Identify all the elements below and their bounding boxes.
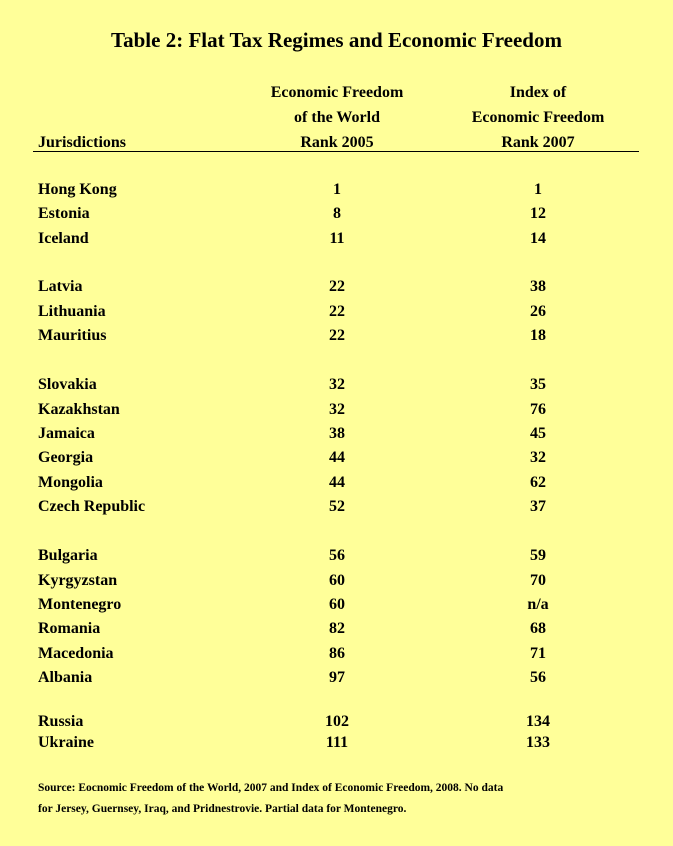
ief-rank-value: 133 (526, 734, 550, 751)
ief-rank-value: 14 (530, 230, 546, 247)
ief-rank-value: 76 (530, 401, 546, 418)
efw-rank-value: 97 (329, 669, 345, 686)
efw-rank-value: 32 (329, 376, 345, 393)
table-row (0, 373, 673, 397)
jurisdiction-name: Jamaica (38, 425, 95, 442)
efw-rank-value: 60 (329, 596, 345, 613)
header-jurisdictions: Jurisdictions (38, 134, 127, 151)
efw-rank-value: 8 (333, 205, 341, 222)
jurisdiction-name: Latvia (38, 278, 83, 295)
table-row (0, 227, 673, 251)
ief-rank-value: 26 (530, 303, 546, 320)
jurisdiction-name: Lithuania (38, 303, 106, 320)
table-row (0, 446, 673, 470)
table-row (0, 642, 673, 666)
ief-rank-value: 32 (530, 449, 546, 466)
ief-rank-value: 18 (530, 327, 546, 344)
jurisdiction-name: Montenegro (38, 596, 122, 613)
jurisdiction-name: Kyrgyzstan (38, 572, 118, 589)
efw-rank-value: 22 (329, 327, 345, 344)
jurisdiction-name: Romania (38, 620, 101, 637)
efw-rank-value: 22 (329, 303, 345, 320)
table-row (0, 471, 673, 495)
efw-rank-value: 82 (329, 620, 345, 637)
jurisdiction-name: Iceland (38, 230, 89, 247)
source-note (38, 778, 648, 820)
ief-rank-value: 37 (530, 498, 546, 515)
ief-rank-value: n/a (527, 596, 549, 613)
jurisdiction-name: Hong Kong (38, 181, 117, 198)
table-row (0, 617, 673, 641)
jurisdiction-name: Georgia (38, 449, 94, 466)
ief-rank-value: 38 (530, 278, 546, 295)
header-efw-line3: Rank 2005 (300, 134, 374, 151)
table-row (0, 300, 673, 324)
jurisdiction-name: Bulgaria (38, 547, 98, 564)
header-ief-line2: Economic Freedom (471, 109, 605, 126)
efw-rank-value: 111 (325, 734, 349, 751)
jurisdiction-name: Ukraine (38, 734, 94, 751)
header-ief-rank (438, 80, 638, 155)
efw-rank-value: 86 (329, 645, 345, 662)
ief-rank-value: 62 (530, 474, 546, 491)
efw-rank-value: 102 (325, 713, 349, 730)
table-row (0, 422, 673, 446)
ief-rank-value: 68 (530, 620, 546, 637)
efw-rank-value: 44 (329, 449, 345, 466)
table-row (0, 275, 673, 299)
jurisdiction-name: Slovakia (38, 376, 97, 393)
jurisdiction-name: Estonia (38, 205, 90, 222)
header-ief-line3: Rank 2007 (501, 134, 575, 151)
efw-rank-value: 11 (329, 230, 345, 247)
table-row (0, 398, 673, 422)
header-efw-line1: Economic Freedom (270, 84, 404, 101)
ief-rank-value: 1 (534, 181, 542, 198)
efw-rank-value: 22 (329, 278, 345, 295)
ief-rank-value: 45 (530, 425, 546, 442)
table-title: Table 2: Flat Tax Regimes and Economic Freedom (111, 28, 562, 52)
jurisdiction-name: Kazakhstan (38, 401, 120, 418)
table-row (0, 495, 673, 519)
jurisdiction-name: Russia (38, 713, 84, 730)
efw-rank-value: 52 (329, 498, 345, 515)
table-row (0, 544, 673, 568)
source-line-2: for Jersey, Guernsey, Iraq, and Pridnestrovie. Partial data for Montenegro. (38, 803, 407, 815)
header-divider (33, 151, 639, 152)
jurisdiction-name: Albania (38, 669, 93, 686)
jurisdiction-name: Macedonia (38, 645, 114, 662)
jurisdiction-name: Czech Republic (38, 498, 146, 515)
header-efw-line2: of the World (294, 109, 380, 126)
ief-rank-value: 70 (530, 572, 546, 589)
table-row (0, 202, 673, 226)
table-row (0, 666, 673, 690)
ief-rank-value: 134 (526, 713, 550, 730)
efw-rank-value: 56 (329, 547, 345, 564)
table-row (0, 593, 673, 617)
ief-rank-value: 59 (530, 547, 546, 564)
efw-rank-value: 60 (329, 572, 345, 589)
table-row (0, 324, 673, 348)
ief-rank-value: 71 (530, 645, 546, 662)
ief-rank-value: 12 (530, 205, 546, 222)
table-row (0, 569, 673, 593)
header-ief-line1: Index of (509, 84, 567, 101)
table-row (0, 731, 673, 755)
efw-rank-value: 44 (329, 474, 345, 491)
jurisdiction-name: Mongolia (38, 474, 103, 491)
table-row (0, 178, 673, 202)
ief-rank-value: 56 (530, 669, 546, 686)
ief-rank-value: 35 (530, 376, 546, 393)
jurisdiction-name: Mauritius (38, 327, 107, 344)
source-line-1: Source: Eocnomic Freedom of the World, 2007 and Index of Economic Freedom, 2008. No data (38, 782, 504, 794)
efw-rank-value: 32 (329, 401, 345, 418)
efw-rank-value: 38 (329, 425, 345, 442)
efw-rank-value: 1 (333, 181, 341, 198)
header-efw-rank (237, 80, 437, 155)
